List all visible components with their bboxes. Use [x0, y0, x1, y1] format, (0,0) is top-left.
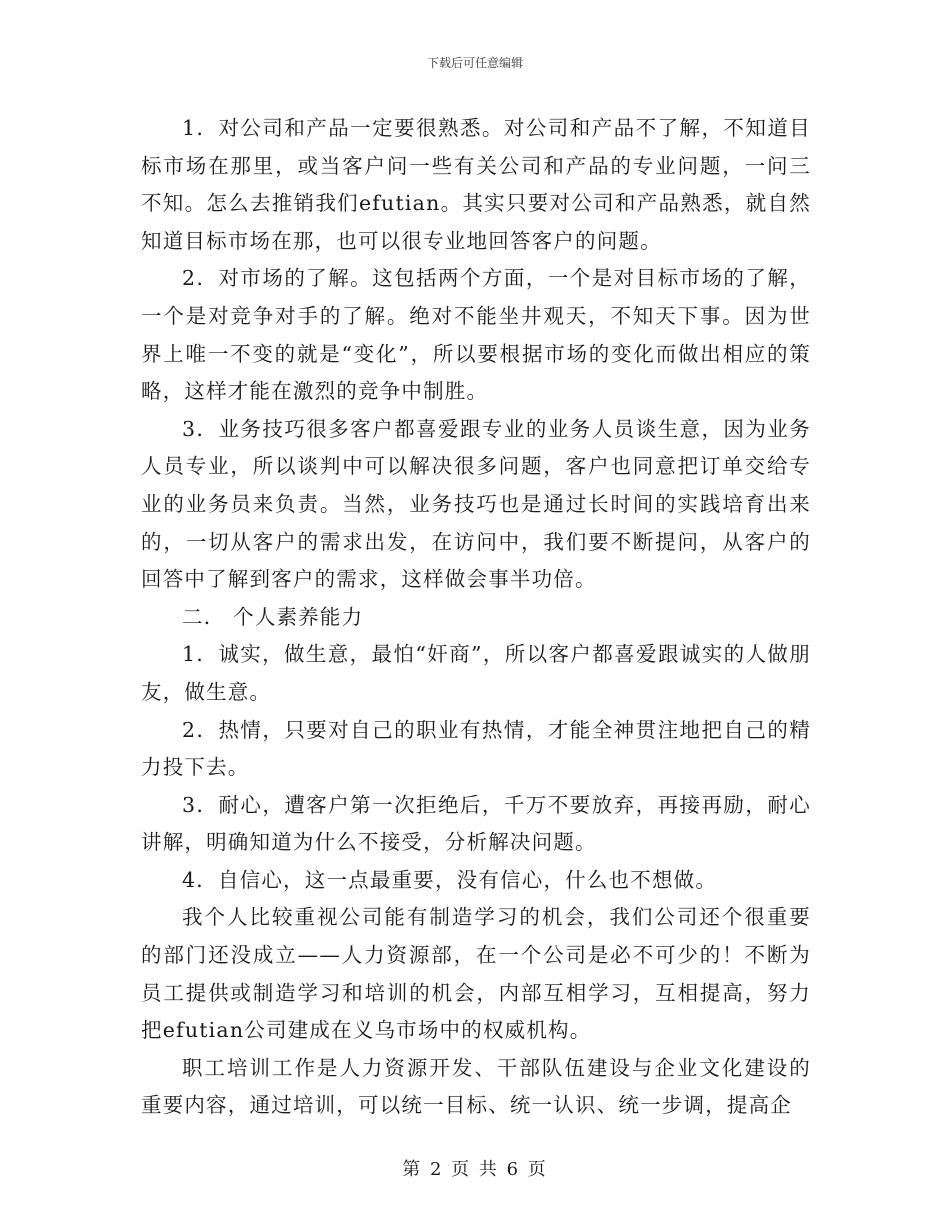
page-footer: 第 2 页 共 6 页 — [402, 1159, 548, 1180]
page-header: 下载后可任意编辑 — [426, 56, 523, 70]
paragraph-business-skills: 3．业务技巧很多客户都喜爱跟专业的业务人员谈生意，因为业务人员专业，所以谈判中可以解决很多问题，客户也同意把订单交给专业的业务员来负责。当然，业务技巧也是通过长时间的实践培育出来的，一切从客户的需求出发，在访问中，我们要不断提问，从客户的回答中了解到客户的需求，这样做会事半功倍。 — [141, 416, 811, 592]
paragraph-market-understanding: 2．对市场的了解。这包括两个方面，一个是对目标市场的了解，一个是对竞争对手的了解。绝对不能坐井观天，不知天下事。因为世界上唯一不变的就是“变化”，所以要根据市场的变化而做出相应的策略，这样才能在激烈的竞争中制胜。 — [141, 266, 811, 404]
section-heading-personal-quality: 二． 个人素养能力 — [182, 604, 364, 629]
paragraph-honesty: 1．诚实，做生意，最怕“奸商”，所以客户都喜爱跟诚实的人做朋友，做生意。 — [141, 642, 811, 704]
paragraph-company-product-knowledge: 1．对公司和产品一定要很熟悉。对公司和产品不了解，不知道目标市场在那里，或当客户问一些有关公司和产品的专业问题，一问三不知。怎么去推销我们efutian。其实只要对公司和产品熟悉，就自然知道目标市场在那，也可以很专业地回答客户的问题。 — [141, 116, 811, 253]
paragraph-confidence: 4．自信心，这一点最重要，没有信心，什么也不想做。 — [182, 867, 718, 892]
document-body — [141, 110, 811, 1125]
paragraph-staff-training: 职工培训工作是人力资源开发、干部队伍建设与企业文化建设的重要内容，通过培训，可以统一目标、统一认识、统一步调，提高企 — [141, 1055, 811, 1118]
paragraph-learning-opportunity: 我个人比较重视公司能有制造学习的机会，我们公司还个很重要的部门还没成立——人力资源部，在一个公司是必不可少的！不断为员工提供或制造学习和培训的机会，内部互相学习，互相提高，努力把efutian公司建成在义乌市场中的权威机构。 — [141, 905, 811, 1043]
paragraph-enthusiasm: 2．热情，只要对自己的职业有热情，才能全神贯注地把自己的精力投下去。 — [141, 717, 811, 780]
paragraph-patience: 3．耐心，遭客户第一次拒绝后，千万不要放弃，再接再励，耐心讲解，明确知道为什么不接受，分析解决问题。 — [141, 792, 811, 855]
